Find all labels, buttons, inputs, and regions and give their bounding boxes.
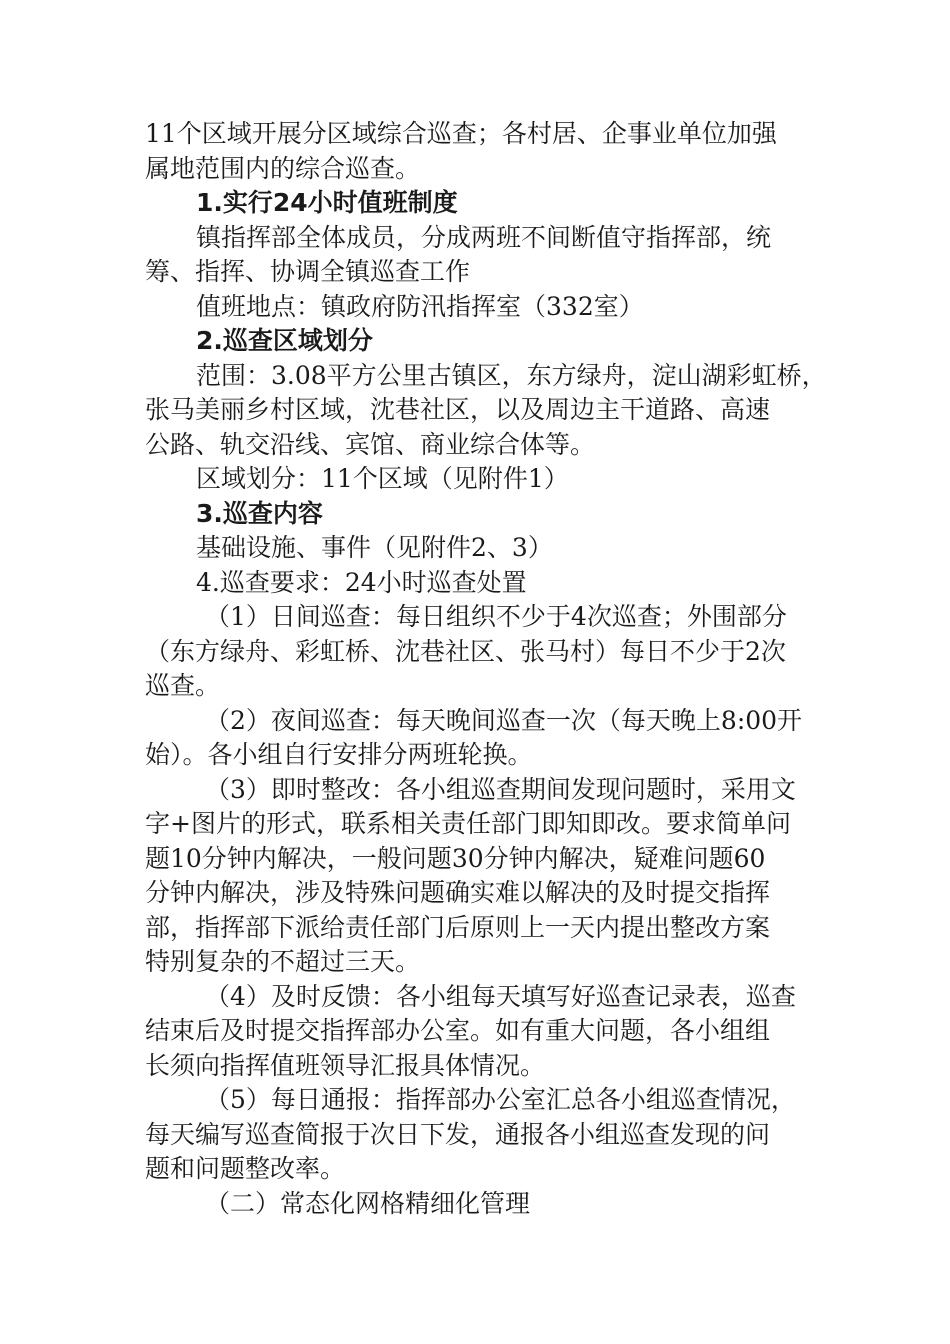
list-item-immediate-rectification: （3）即时整改：各小组巡查期间发现问题时，采用文 (205, 774, 796, 804)
body-text-line: 部，指挥部下派给责任部门后原则上一天内提出整改方案 (145, 912, 771, 942)
body-text-line: 题和问题整改率。 (145, 1154, 346, 1183)
list-item-timely-feedback: （4）及时反馈：各小组每天填写好巡查记录表，巡查 (205, 981, 796, 1011)
body-text-line: 特别复杂的不超过三天。 (145, 947, 421, 976)
duty-location-line: 值班地点：镇政府防汛指挥室（332室） (196, 291, 644, 321)
body-text-line: 始）。各小组自行安排分两班轮换。 (145, 740, 533, 769)
body-text-line: 巡查。 (145, 671, 221, 700)
body-text-line: 基础设施、事件（见附件2、3） (196, 533, 553, 562)
list-item-daily-report: （5）每日通报：指挥部办公室汇总各小组巡查情况， (205, 1085, 796, 1114)
list-item-night-patrol: （2）夜间巡查：每天晚间巡查一次（每天晚上8:00开 (205, 705, 803, 735)
body-text-line: 公路、轨交沿线、宾馆、商业综合体等。 (145, 429, 596, 459)
body-text-line: 镇指挥部全体成员，分成两班不间断值守指挥部，统 (196, 222, 772, 252)
area-division-line: 区域划分：11个区域（见附件1） (196, 464, 569, 493)
list-item-daytime-patrol: （1）日间巡查：每日组织不少于4次巡查；外围部分 (205, 602, 787, 631)
body-text-line: 范围：3.08平方公里古镇区，东方绿舟，淀山湖彩虹桥， (196, 360, 827, 390)
body-text-line: 长须向指挥值班领导汇报具体情况。 (145, 1050, 546, 1080)
section-heading-patrol-requirements: 4.巡查要求：24小时巡查处置 (196, 567, 527, 597)
section-heading-grid-management: （二）常态化网格精细化管理 (205, 1188, 531, 1218)
section-heading-patrol-areas: 2.巡查区域划分 (196, 326, 373, 355)
body-text-line: 筹、指挥、协调全镇巡查工作 (145, 257, 471, 286)
body-text-line: 字+图片的形式，联系相关责任部门即知即改。要求简单问 (145, 809, 791, 838)
body-text-line: 每天编写巡查简报于次日下发，通报各小组巡查发现的问 (145, 1119, 771, 1149)
document-page (145, 117, 827, 1221)
body-text-line: 分钟内解决，涉及特殊问题确实难以解决的及时提交指挥 (145, 878, 771, 907)
body-text-line: 结束后及时提交指挥部办公室。如有重大问题，各小组组 (145, 1016, 771, 1045)
body-text-line: 属地范围内的综合巡查。 (145, 153, 421, 183)
body-text-line: 题10分钟内解决，一般问题30分钟内解决，疑难问题60 (145, 843, 766, 873)
body-text-line: 11个区域开展分区域综合巡查；各村居、企事业单位加强 (145, 119, 777, 148)
body-text-line: （东方绿舟、彩虹桥、沈巷社区、张马村）每日不少于2次 (145, 636, 786, 666)
body-text-line: 张马美丽乡村区域，沈巷社区，以及周边主干道路、高速 (145, 395, 771, 424)
section-heading-patrol-content: 3.巡查内容 (196, 498, 323, 528)
section-heading-duty-system: 1.实行24小时值班制度 (196, 188, 458, 217)
